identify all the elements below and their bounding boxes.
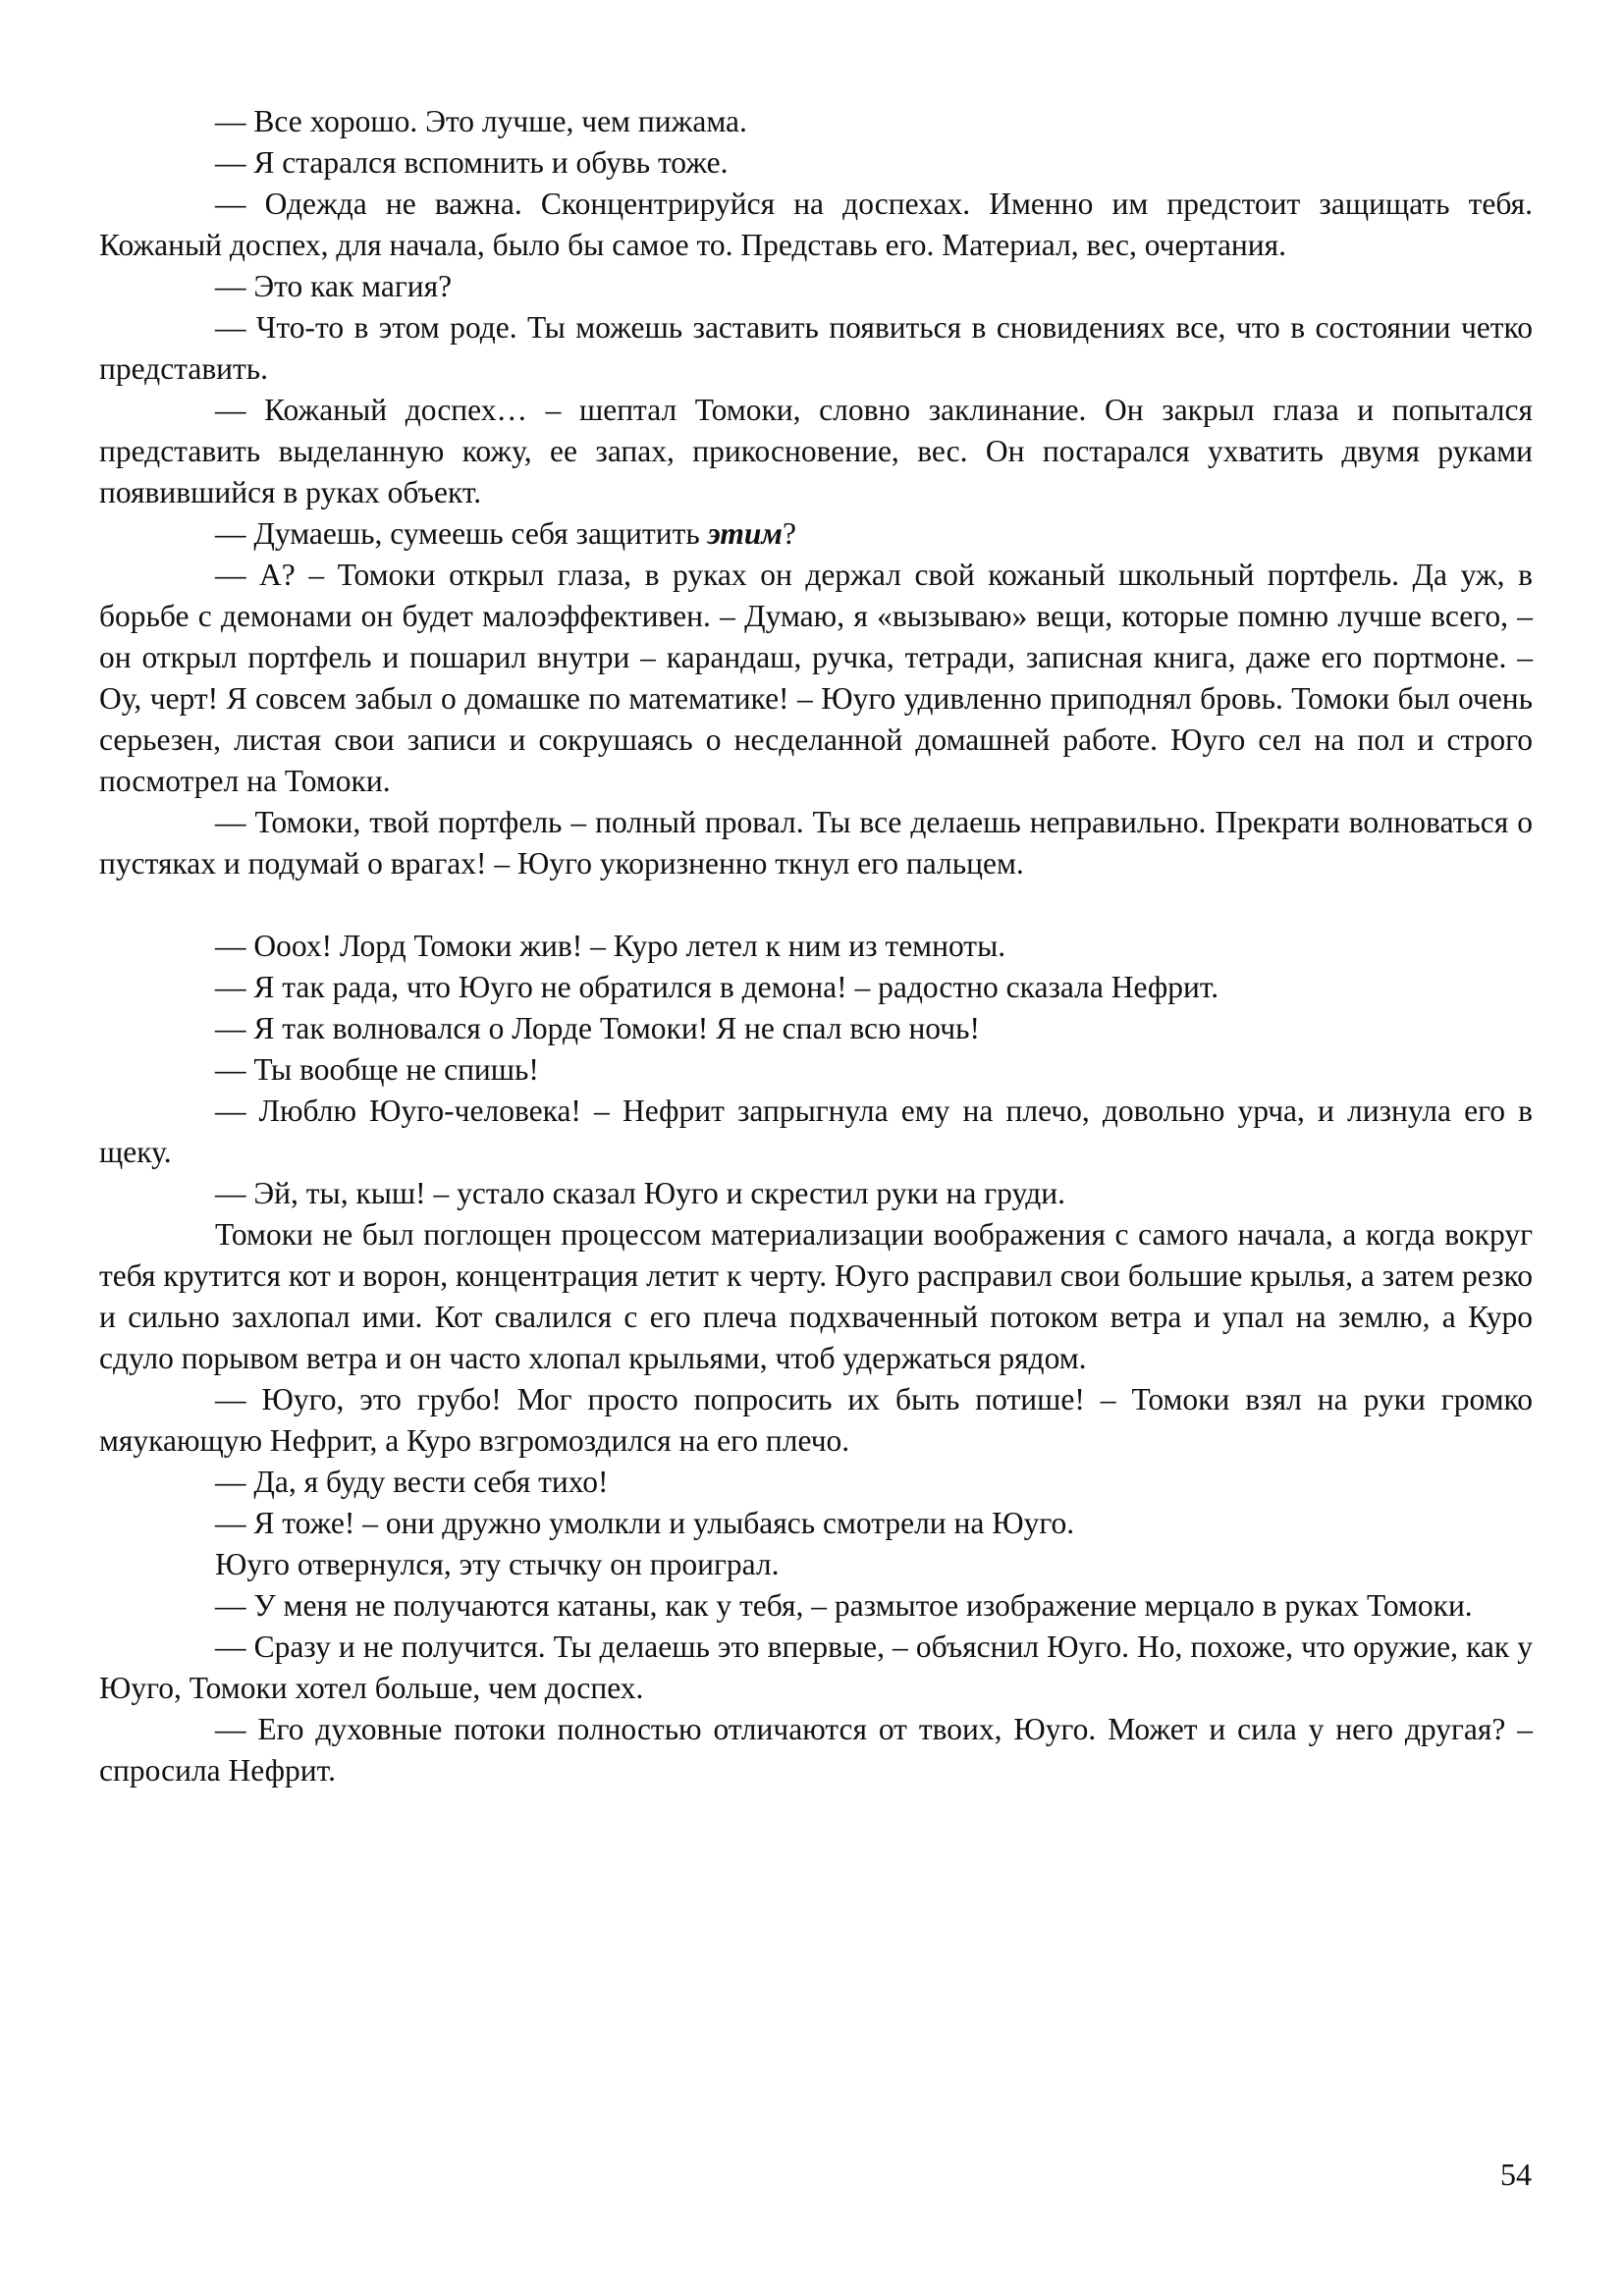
paragraph: — Одежда не важна. Сконцентрируйся на доспехах. Именно им предстоит защищать тебя. Кожаный доспех, для начала, было бы самое то. Представь его. Материал, вес, очертания.	[99, 187, 1533, 262]
page-number: 54	[1500, 2157, 1532, 2192]
paragraph: — Эй, ты, кыш! – устало сказал Юуго и скрестил руки на груди.	[215, 1176, 1065, 1210]
section-break	[99, 884, 1533, 926]
paragraph: — А? – Томоки открыл глаза, в руках он держал свой кожаный школьный портфель. Да уж, в борьбе с демонами он будет малоэффективен. – Думаю, я «вызываю» вещи, которые помню лучше всего, – он открыл портфель и пошарил внутри – карандаш, ручка, тетради, записная книга, даже его портмоне. – Оу, черт! Я совсем забыл о домашке по математике! – Юуго удивленно приподнял бровь. Томоки был очень серьезен, листая свои записи и сокрушаясь о несделанной домашней работе. Юуго сел на пол и строго посмотрел на Томоки.	[99, 558, 1533, 798]
paragraph: Юуго отвернулся, эту стычку он проиграл.	[215, 1547, 780, 1581]
paragraph: — Что-то в этом роде. Ты можешь заставить появиться в сновидениях все, что в состоянии четко представить.	[99, 310, 1533, 386]
question-text: — Думаешь, сумеешь себя защитить	[215, 516, 708, 551]
paragraph: — Я так волновался о Лорде Томоки! Я не спал всю ночь!	[215, 1011, 980, 1045]
paragraph: — Кожаный доспех… – шептал Томоки, словно заклинание. Он закрыл глаза и попытался представить выделанную кожу, ее запах, прикосновение, вес. Он постарался ухватить двумя руками появившийся в руках объект.	[99, 393, 1533, 509]
page-body	[99, 101, 1533, 1791]
paragraph: — У меня не получаются катаны, как у тебя, – размытое изображение мерцало в руках Томоки.	[215, 1588, 1473, 1623]
paragraph: — Ты вообще не спишь!	[215, 1052, 539, 1087]
paragraph: — Ооох! Лорд Томоки жив! – Куро летел к ним из темноты.	[215, 929, 1006, 963]
paragraph: — Сразу и не получится. Ты делаешь это впервые, – объяснил Юуго. Но, похоже, что оружие, как у Юуго, Томоки хотел больше, чем доспех.	[99, 1629, 1533, 1705]
paragraph: — Я так рада, что Юуго не обратился в демона! – радостно сказала Нефрит.	[215, 970, 1219, 1004]
question-mark: ?	[782, 516, 796, 551]
emphasized-word: этим	[707, 516, 783, 551]
paragraph: — Я тоже! – они дружно умолкли и улыбаясь смотрели на Юуго.	[215, 1506, 1075, 1540]
paragraph: — Томоки, твой портфель – полный провал. Ты все делаешь неправильно. Прекрати волноваться о пустяках и подумай о врагах! – Юуго укоризненно ткнул его пальцем.	[99, 805, 1533, 881]
paragraph: — Все хорошо. Это лучше, чем пижама.	[215, 104, 747, 138]
paragraph: — Люблю Юуго-человека! – Нефрит запрыгнула ему на плечо, довольно урча, и лизнула его в щеку.	[99, 1094, 1533, 1169]
paragraph: — Я старался вспомнить и обувь тоже.	[215, 145, 729, 180]
paragraph: — Это как магия?	[215, 269, 453, 303]
paragraph-question	[99, 513, 1533, 555]
paragraph: — Да, я буду вести себя тихо!	[215, 1465, 609, 1499]
paragraph: Томоки не был поглощен процессом материализации воображения с самого начала, а когда вокруг тебя крутится кот и ворон, концентрация летит к черту. Юуго расправил свои большие крылья, а затем резко и сильно захлопал ими. Кот свалился с его плеча подхваченный потоком ветра и упал на землю, а Куро сдуло порывом ветра и он часто хлопал крыльями, чтоб удержаться рядом.	[99, 1217, 1533, 1375]
paragraph: — Его духовные потоки полностью отличаются от твоих, Юуго. Может и сила у него другая? – спросила Нефрит.	[99, 1712, 1533, 1788]
paragraph: — Юуго, это грубо! Мог просто попросить их быть потише! – Томоки взял на руки громко мяукающую Нефрит, а Куро взгромоздился на его плечо.	[99, 1382, 1533, 1458]
